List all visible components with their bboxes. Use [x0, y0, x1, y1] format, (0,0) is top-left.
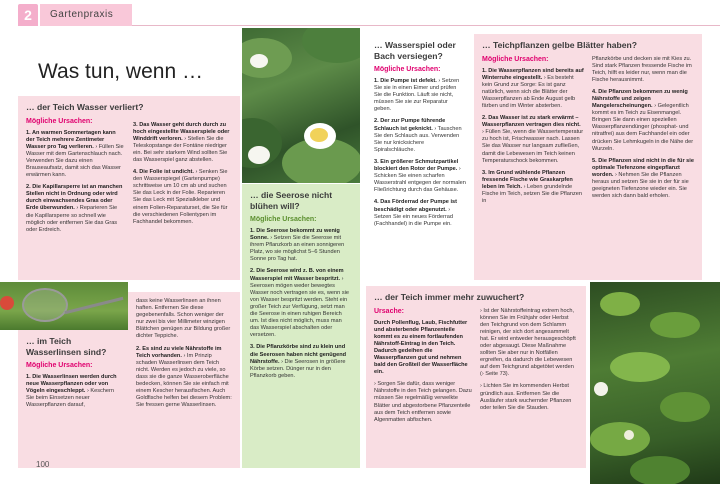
paragraph: 2. Die Kapillarsperre ist an manchen Stellen nicht in Ordnung oder wird durch einwachsendes Gras oder Erde überwunden. › Reparieren Sie die Kapillarsperre so schnell wie möglich oder entfernen Sie das Gras oder Erdreich. — [26, 184, 123, 233]
section-heading: … der Teich immer mehr zuwuchert? — [374, 292, 525, 302]
chapter-number-box — [18, 4, 38, 26]
paragraph: › Lichten Sie im kommenden Herbst gründlich aus. Entfernen Sie die Ausläufer stark wuchernder Pflanzen oder teilen Sie die Stauden. — [480, 383, 572, 411]
paragraph: 1. Die Wasserlinsen werden durch neue Wasserpflanzen oder von Vögeln eingeschleppt. › Keschern Sie beim Einsetzen neuer Wasserpflanzen darauf, — [26, 374, 117, 409]
chapter-header — [0, 0, 720, 26]
column — [592, 51, 694, 206]
paragraph: › Sorgen Sie dafür, dass weniger Nährstoffe in den Teich gelangen. Dazu müssen Sie regelmäßig verwelkte Blätter und abgestorbene Pflanzenteile aus dem Teich entfernen sowie Algenmatten abfischen. — [374, 381, 472, 423]
paragraph: 2. Die Seerose wird z. B. von einem Wasserspiel mit Wasser bespritzt. › Seerosen mögen weder bewegtes Wasser noch vertragen sie es, wenn sie von Wasser bespritzt werden. Steht ein großer Teich zur Verfügung, setzt man die Seerose in einen ruhigen Bereich um. Ist dies nicht möglich, muss man das Wasserspiel abschalten oder versetzen. — [250, 268, 349, 339]
paragraph: 4. Das Förderrad der Pumpe ist beschädigt oder abgenutzt. › Setzen Sie ein neues Förderrad (Fachhandel) in die Pumpe ein. — [374, 199, 457, 227]
causes-label: Ursache: — [374, 307, 404, 315]
paragraph: Pflanzkörbe und decken sie mit Kies zu. Sind stark Pflanzen fressende Fische im Teich, hilft es leider nur, wenn man die Fische herausnimmt. — [592, 55, 692, 83]
section-water-lily — [242, 184, 360, 468]
causes-label: Mögliche Ursachen: — [482, 55, 549, 63]
paragraph: 1. An warmen Sommertagen kann der Teich mehrere Zentimeter Wasser pro Tag verlieren. › Füllen Sie Wasser mit dem Gartenschlauch nach. Verwenden Sie dazu einen Brauseaufsatz, damit sich das Wasser erwärmen kann. — [26, 129, 124, 179]
paragraph: 1. Die Wasserpflanzen sind bereits auf Winterruhe eingestellt. › Es besteht kein Grund zur Sorge: Es ist ganz natürlich, wenn sich die Blätter der Wasserpflanzen ab Ende August gelb färben und im Winter absterben. — [482, 67, 584, 109]
causes-label: Mögliche Ursachen: — [374, 66, 441, 73]
lawn-net-photo — [0, 282, 128, 330]
paragraph: 1. Die Pumpe ist defekt. › Setzen Sie sie in einen Eimer und prüfen Sie die Funktion. Läuft sie nicht, müssen Sie sie zur Reparatur geben. — [374, 78, 460, 113]
column — [26, 125, 125, 234]
section-duckweed-continued — [128, 292, 240, 468]
section-yellow-leaves — [474, 34, 702, 280]
paragraph: 4. Die Pflanzen bekommen zu wenig Nährstoffe und zeigen Mangelerscheinungen. › Gelegentlich kommt es im Teich zu Eisenmangel. Bringen Sie dann einen speziellen Wasserpflanzendünger (phosphat- und nitratfrei) aus dem Fachhandel ein oder drücken Sie Lehmkugeln in die Nähe der Wurzeln. — [592, 88, 694, 152]
paragraph: › Ist der Nährstoffeintrag extrem hoch, können Sie im Frühjahr oder Herbst den Teichgrund von dem Schlamm reinigen, der sich dort angesammelt hat. Er wird entweder herausgeschöpft oder abgesaugt. Diese Maßnahme sollten Sie aber nur in Notfällen ergreifen, da dadurch die Lebewesen auf dem Teichgrund abgetötet werden (› Seite 73). — [480, 307, 576, 378]
paragraph: 4. Die Folie ist undicht. › Senken Sie den Wasserspiegel (Gartenpumpe) schrittweise um 10 cm ab und suchen Sie das Leck in der Folie. Reparieren Sie das Leck mit Spezialkleber und einem Folien-Reparaturset, die Sie für die verschiedenen Folientypen im Fachhandel bekommen. — [133, 169, 228, 225]
column — [480, 303, 578, 424]
paragraph: 3. Im Grund wühlende Pflanzen fressende Fische wie Graskarpfen leben im Teich. › Leben grundelnde Fische im Teich, setzen Sie die Pflanzen in — [482, 169, 583, 205]
paragraph: 2. Es sind zu viele Nährstoffe im Teich vorhanden. › Im Prinzip schaden Wasserlinsen dem Teich nicht. Werden es jedoch zu viele, so dass sie die ganze Wasseroberfläche bedecken, können Sie sie einfach mit einem Kescher herausfischen. Auch Goldfische helfen bei diesem Problem: Sie fressen gerne Wasserlinsen. — [136, 345, 232, 409]
paragraph: 2. Der zur Pumpe führende Schlauch ist geknickt. › Tauschen Sie den Schlauch aus. Verwenden Sie nur knicksichere Spiralschläuche. — [374, 118, 462, 153]
paragraph: Durch Pollenflug, Laub, Fischfutter und absterbende Pflanzenteile kommt es zu einem fortlaufenden Nährstoff-Eintrag in den Teich. Dadurch gedeihen die Wasserpflanzen gut und nehmen bald den Großteil der Wasserfläche ein. — [374, 319, 468, 376]
water-lily-photo — [242, 28, 360, 183]
section-heading: … im Teich Wasserlinsen sind? — [26, 336, 107, 357]
column — [374, 303, 472, 424]
header-rule — [132, 25, 720, 26]
paragraph: 3. Die Pflanzkörbe sind zu klein und die Seerosen haben nicht genügend Nährstoffe. › Die Seerosen in größere Körbe setzen. Dünger nur in den Pflanzkorb geben. — [250, 344, 347, 379]
chapter-title: Gartenpraxis — [50, 9, 114, 20]
paragraph: 3. Das Wasser geht durch durch zu hoch eingestellte Wasserspiele oder Winddrift verloren. › Stellen Sie die Teleskopstange der Fontäne niedriger ein. Bei sehr starkem Wind sollten Sie das Wasserspiel ganz abstellen. — [133, 121, 230, 163]
chapter-number: 2 — [24, 7, 32, 23]
page-title: Was tun, wenn … — [38, 60, 203, 83]
column — [133, 117, 232, 234]
paragraph: 1. Die Seerose bekommt zu wenig Sonne. › Setzen Sie die Seerose mit ihrem Pflanzkorb an einen sonnigeren Platz, wo sie möglichst 5–6 Stunden Sonne pro Tag hat. — [250, 228, 345, 263]
section-heading: … Wasserspiel oder Bach versiegen? — [374, 40, 456, 61]
causes-label: Mögliche Ursachen: — [26, 362, 93, 369]
section-heading: … der Teich Wasser verliert? — [26, 102, 144, 112]
section-fountain — [366, 34, 474, 280]
column — [482, 51, 584, 206]
pond-plants-photo — [590, 282, 720, 484]
section-water-lost — [18, 96, 240, 280]
page-number: 100 — [36, 460, 50, 469]
causes-label: Mögliche Ursachen: — [26, 117, 93, 125]
section-heading: … die Seerose nicht blühen will? — [250, 190, 333, 211]
paragraph: 3. Ein größerer Schmutzpartikel blockiert den Rotor der Pumpe. › Schicken Sie einen scharfen Wasserstrahl entgegen der normalen Fließrichtung durch das Gehäuse. — [374, 158, 466, 194]
paragraph: dass keine Wasserlinsen an ihnen haften. Entfernen Sie diese gegebenenfalls. Schon weniger der nur zwei bis vier Millimeter winzigen Blättchen genügen zur Bildung großer dichter Teppiche. — [136, 298, 231, 340]
causes-label: Mögliche Ursachen: — [250, 216, 317, 223]
section-overgrowth — [366, 286, 586, 468]
net-icon — [22, 288, 68, 322]
chapter-title-box — [40, 4, 132, 26]
section-heading: … Teichpflanzen gelbe Blätter haben? — [482, 40, 638, 50]
paragraph: 5. Die Pflanzen sind nicht in die für sie optimale Tiefenzone eingepflanzt worden. › Nehmen Sie die Pflanzen heraus und setzen Sie sie in der für sie geeigneten Tiefenzone wieder ein. Sie werden sich dann bald erholen. — [592, 157, 694, 200]
section-duckweed — [18, 330, 128, 468]
paragraph: 2. Das Wasser ist zu stark erwärmt – Wasserpflanzen vertragen dies nicht. › Füllen Sie, wenn die Wassertemperatur zu hoch ist, Frischwasser nach. Lassen Sie das Wasser nur langsam zufließen, damit die Lebewesen im Teich keinen Temperaturschock bekommen. — [482, 115, 584, 164]
